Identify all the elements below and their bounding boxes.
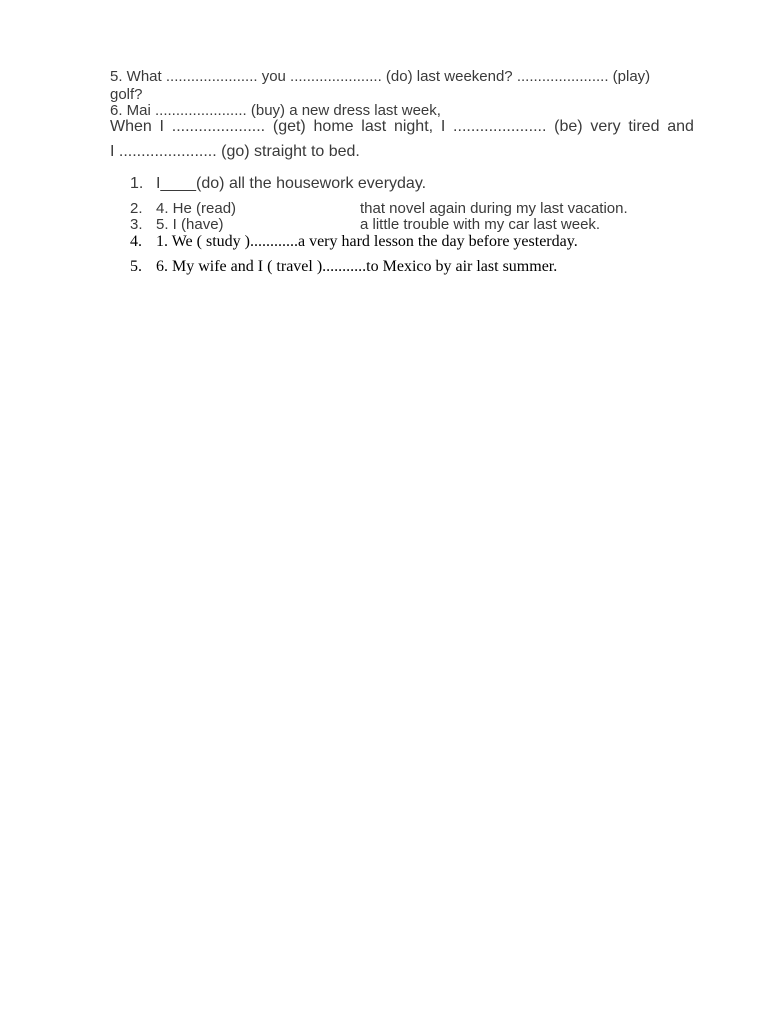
- list-item: [130, 175, 426, 193]
- list-item-continuation: a little trouble with my car last week.: [360, 216, 601, 233]
- list-item: [130, 258, 557, 276]
- question-5-line-2: golf?: [110, 86, 143, 103]
- word: home: [313, 118, 354, 135]
- blank: .....................: [453, 118, 547, 135]
- word: I: [159, 118, 164, 135]
- word: night,: [393, 118, 434, 135]
- word: tired: [628, 118, 660, 135]
- list-number: 5.: [130, 258, 142, 275]
- list-item: [130, 200, 236, 217]
- list-item: [130, 216, 224, 233]
- list-number: 3.: [130, 216, 143, 233]
- list-number: 4.: [130, 233, 142, 250]
- list-item-text: 6. My wife and I ( travel )...........to Mexico by air last summer.: [156, 258, 558, 275]
- word: last: [361, 118, 387, 135]
- word: and: [667, 118, 694, 135]
- list-number: 2.: [130, 200, 143, 217]
- list-item-continuation: that novel again during my last vacation.: [360, 200, 628, 217]
- word: (be): [554, 118, 583, 135]
- list-item-text: 1. We ( study )............a very hard lesson the day before yesterday.: [156, 233, 578, 250]
- word: very: [590, 118, 621, 135]
- word: I: [440, 118, 446, 135]
- word: When: [110, 118, 152, 135]
- when-sentence-line-1: [110, 118, 694, 136]
- list-number: 1.: [130, 175, 144, 192]
- question-6-line: 6. Mai ...................... (buy) a new dress last week,: [110, 102, 441, 119]
- word: (get): [272, 118, 306, 135]
- question-5-text: 5. What ...................... you ...................... (do) last weekend? ...................... (play): [110, 68, 651, 85]
- list-item: [130, 233, 578, 251]
- list-item-text: 4. He (read): [156, 200, 237, 217]
- when-sentence-line-2: I ...................... (go) straight to bed.: [110, 143, 360, 160]
- list-item-text: 5. I (have): [156, 216, 224, 233]
- list-item-text: I____(do) all the housework everyday.: [156, 175, 427, 192]
- blank: .....................: [171, 118, 266, 135]
- question-5-line-1: [110, 68, 694, 85]
